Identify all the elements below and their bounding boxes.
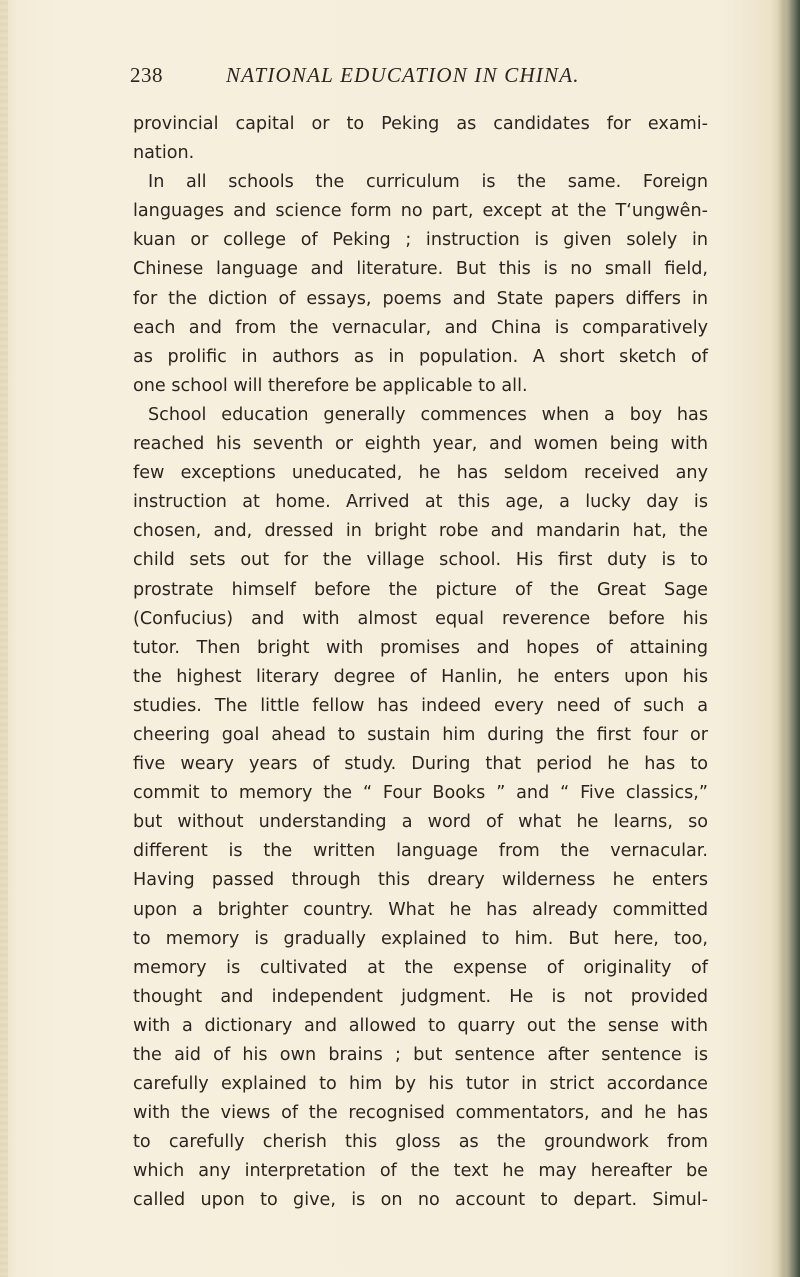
text-line: commit to memory the “ Four Books ” and “ Five classics,” [133,783,708,804]
page-number: 238 [130,63,163,87]
text-line: upon a brighter country. What he has already committed [133,899,708,920]
running-title: NATIONAL EDUCATION IN CHINA. [226,63,580,87]
text-line: to carefully cherish this gloss as the groundwork from [133,1132,708,1153]
text-line: which any interpretation of the text he may hereafter be [133,1161,708,1182]
text-line: one school will therefore be applicable to all. [133,375,528,396]
text-line: for the diction of essays, poems and State papers differs in [133,288,708,309]
text-line: but without understanding a word of what he learns, so [133,812,708,833]
text-line: In all schools the curriculum is the same. Foreign [148,172,708,193]
text-line: with a dictionary and allowed to quarry out the sense with [133,1015,708,1036]
text-line: memory is cultivated at the expense of originality of [133,957,708,978]
page-gutter-left [0,0,8,1277]
text-line: instruction at home. Arrived at this age, a lucky day is [133,492,708,513]
text-line: cheering goal ahead to sustain him during the first four or [133,724,708,745]
text-line: chosen, and, dressed in bright robe and mandarin hat, the [133,521,708,542]
text-line: carefully explained to him by his tutor in strict accordance [133,1074,708,1095]
text-line: Having passed through this dreary wilderness he enters [133,870,708,891]
page-edge-right [778,0,800,1277]
body-text [133,110,708,1216]
text-line: to memory is gradually explained to him. But here, too, [133,928,708,949]
text-line: reached his seventh or eighth year, and women being with [133,434,708,455]
text-line: School education generally commences when a boy has [148,404,708,425]
text-line: few exceptions uneducated, he has seldom received any [133,463,708,484]
text-line: called upon to give, is on no account to depart. Simul- [133,1190,708,1211]
text-line: the highest literary degree of Hanlin, he enters upon his [133,666,708,687]
text-line: (Confucius) and with almost equal reverence before his [133,608,708,629]
running-head [130,63,710,93]
text-line: thought and independent judgment. He is not provided [133,986,708,1007]
text-line: the aid of his own brains ; but sentence after sentence is [133,1045,708,1065]
text-line: prostrate himself before the picture of the Great Sage [133,579,708,600]
text-line: provincial capital or to Peking as candidates for exami- [133,114,708,134]
text-line: kuan or college of Peking ; instruction is given solely in [133,230,708,251]
text-line: different is the written language from the vernacular. [133,841,708,862]
text-line: child sets out for the village school. His first duty is to [133,550,708,571]
text-line: tutor. Then bright with promises and hopes of attaining [133,637,708,658]
text-line: languages and science form no part, except at the T‘ungwên- [133,201,708,222]
text-line: studies. The little fellow has indeed every need of such a [133,695,708,716]
text-line: Chinese language and literature. But this is no small field, [133,259,708,280]
text-line: each and from the vernacular, and China is comparatively [133,317,708,338]
text-line: as prolific in authors as in population. A short sketch of [133,346,708,367]
text-line: with the views of the recognised commentators, and he has [133,1103,708,1124]
text-line: five weary years of study. During that period he has to [133,754,708,775]
text-line: nation. [133,143,195,164]
